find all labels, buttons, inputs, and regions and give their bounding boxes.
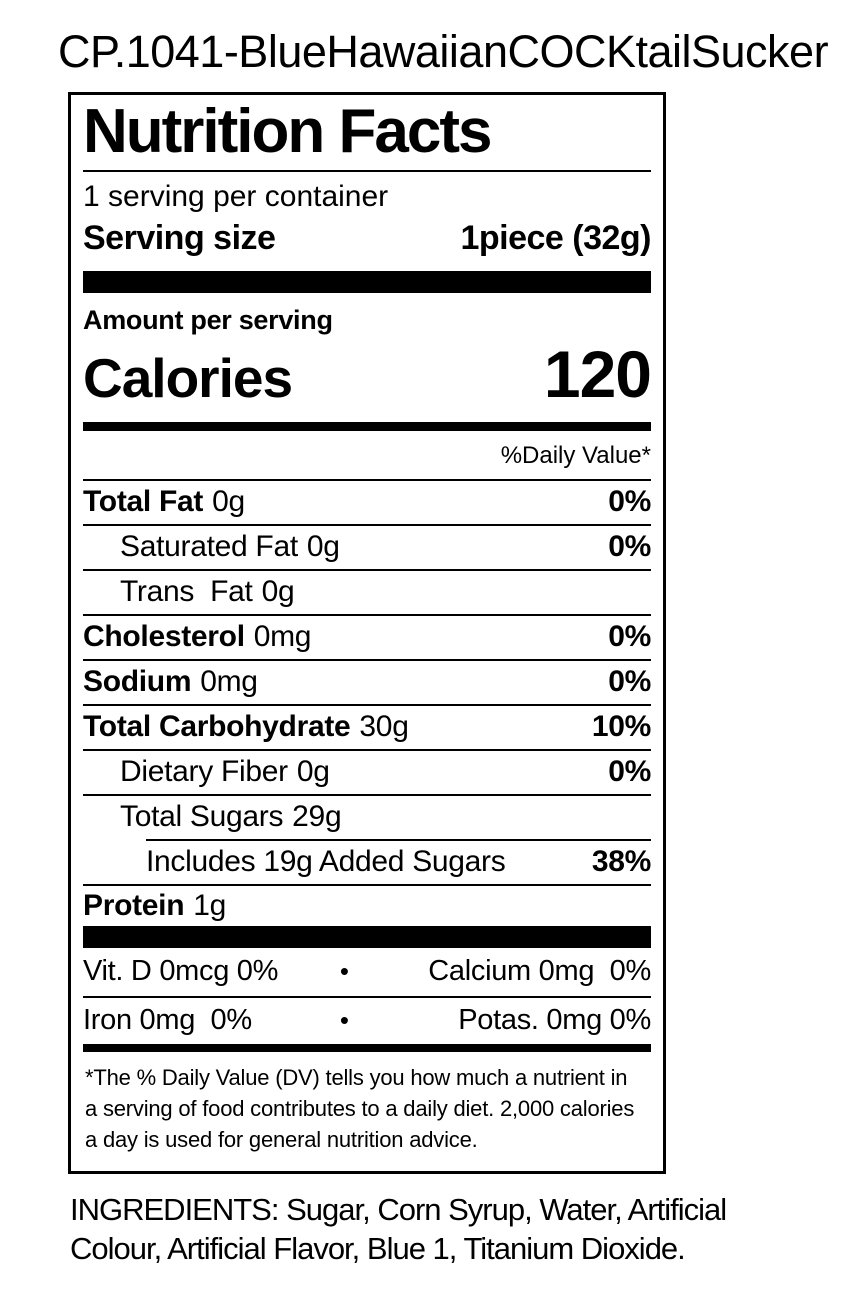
nutrient-row-trans-fat (83, 569, 651, 614)
nutrient-amount: 29g (292, 800, 342, 834)
nutrient-name: Total Sugars (120, 800, 284, 834)
nutrient-row-added-sugars (146, 839, 651, 884)
nutrient-row-protein (83, 884, 651, 926)
nutrient-dv: 0% (608, 620, 651, 654)
serving-size-label: Serving size (83, 218, 276, 257)
micronutrient-left: Vit. D 0mcg 0% (83, 955, 279, 988)
serving-size-value: 1piece (32g) (460, 218, 651, 257)
divider-bar-medium (83, 422, 651, 431)
micronutrient-row-2 (83, 996, 651, 1044)
micronutrient-left: Iron 0mg 0% (83, 1004, 252, 1037)
nutrient-row-cholesterol (83, 614, 651, 659)
nutrient-row-sodium (83, 659, 651, 704)
nutrient-name: Cholesterol (83, 620, 245, 654)
nutrient-amount: 0mg (200, 665, 258, 699)
bullet-separator: • (339, 956, 349, 987)
micronutrient-right: Potas. 0mg 0% (458, 1004, 651, 1037)
nutrient-row-dietary-fiber (83, 749, 651, 794)
divider-bar-medium (83, 1044, 651, 1052)
nutrient-row-total-fat (83, 479, 651, 524)
nutrient-amount: 0mg (253, 620, 312, 654)
nutrient-name: Includes 19g Added Sugars (146, 845, 506, 879)
nutrient-amount: 0g (212, 485, 245, 519)
ingredients-text: INGREDIENTS: Sugar, Corn Syrup, Water, Artificial Colour, Artificial Flavor, Blue 1, Titanium Dioxide. (70, 1191, 727, 1266)
micronutrient-right: Calcium 0mg 0% (428, 955, 651, 988)
nutrition-facts-heading: Nutrition Facts (83, 99, 651, 172)
nutrient-row-saturated-fat (83, 524, 651, 569)
nutrient-name: Total Fat (83, 485, 204, 519)
nutrient-name: Protein (83, 888, 185, 922)
nutrient-row-total-carbohydrate (83, 704, 651, 749)
bullet-separator: • (339, 1005, 349, 1036)
daily-value-header: %Daily Value* (500, 441, 651, 469)
calories-label: Calories (83, 346, 293, 409)
nutrient-name: Dietary Fiber (120, 755, 288, 789)
nutrient-dv: 10% (591, 710, 651, 744)
nutrient-amount: 1g (193, 888, 227, 922)
nutrient-name: Sodium (83, 665, 192, 699)
amount-per-serving-label: Amount per serving (83, 304, 333, 335)
nutrition-label (68, 92, 666, 1174)
servings-per-container: 1 serving per container (83, 179, 389, 213)
serving-size-row (83, 216, 651, 271)
nutrient-dv: 38% (591, 845, 651, 879)
nutrient-name: Total Carbohydrate (83, 710, 351, 744)
nutrient-amount: 30g (359, 710, 409, 744)
nutrient-amount: 0g (261, 575, 295, 609)
nutrient-row-total-sugars (83, 794, 651, 839)
nutrient-name: Trans Fat (120, 575, 253, 609)
nutrient-amount: 0g (306, 530, 340, 564)
nutrient-amount: 0g (296, 755, 330, 789)
divider-bar-thick (83, 926, 651, 948)
nutrient-name: Saturated Fat (120, 530, 298, 564)
nutrient-dv: 0% (608, 755, 651, 789)
micronutrient-row-1 (83, 948, 651, 996)
calories-value: 120 (543, 336, 651, 411)
nutrient-dv: 0% (608, 485, 651, 519)
nutrient-dv: 0% (608, 665, 651, 699)
nutrient-dv: 0% (608, 530, 651, 564)
divider-bar-thick (83, 271, 651, 293)
daily-value-footnote: *The % Daily Value (DV) tells you how much a nutrient in a serving of food contributes to a daily diet. 2,000 calories a day is used for general nutrition advice. (85, 1064, 635, 1152)
calories-row (83, 336, 651, 422)
product-title: CP.1041-BlueHawaiianCOCKtailSucker (58, 26, 829, 77)
